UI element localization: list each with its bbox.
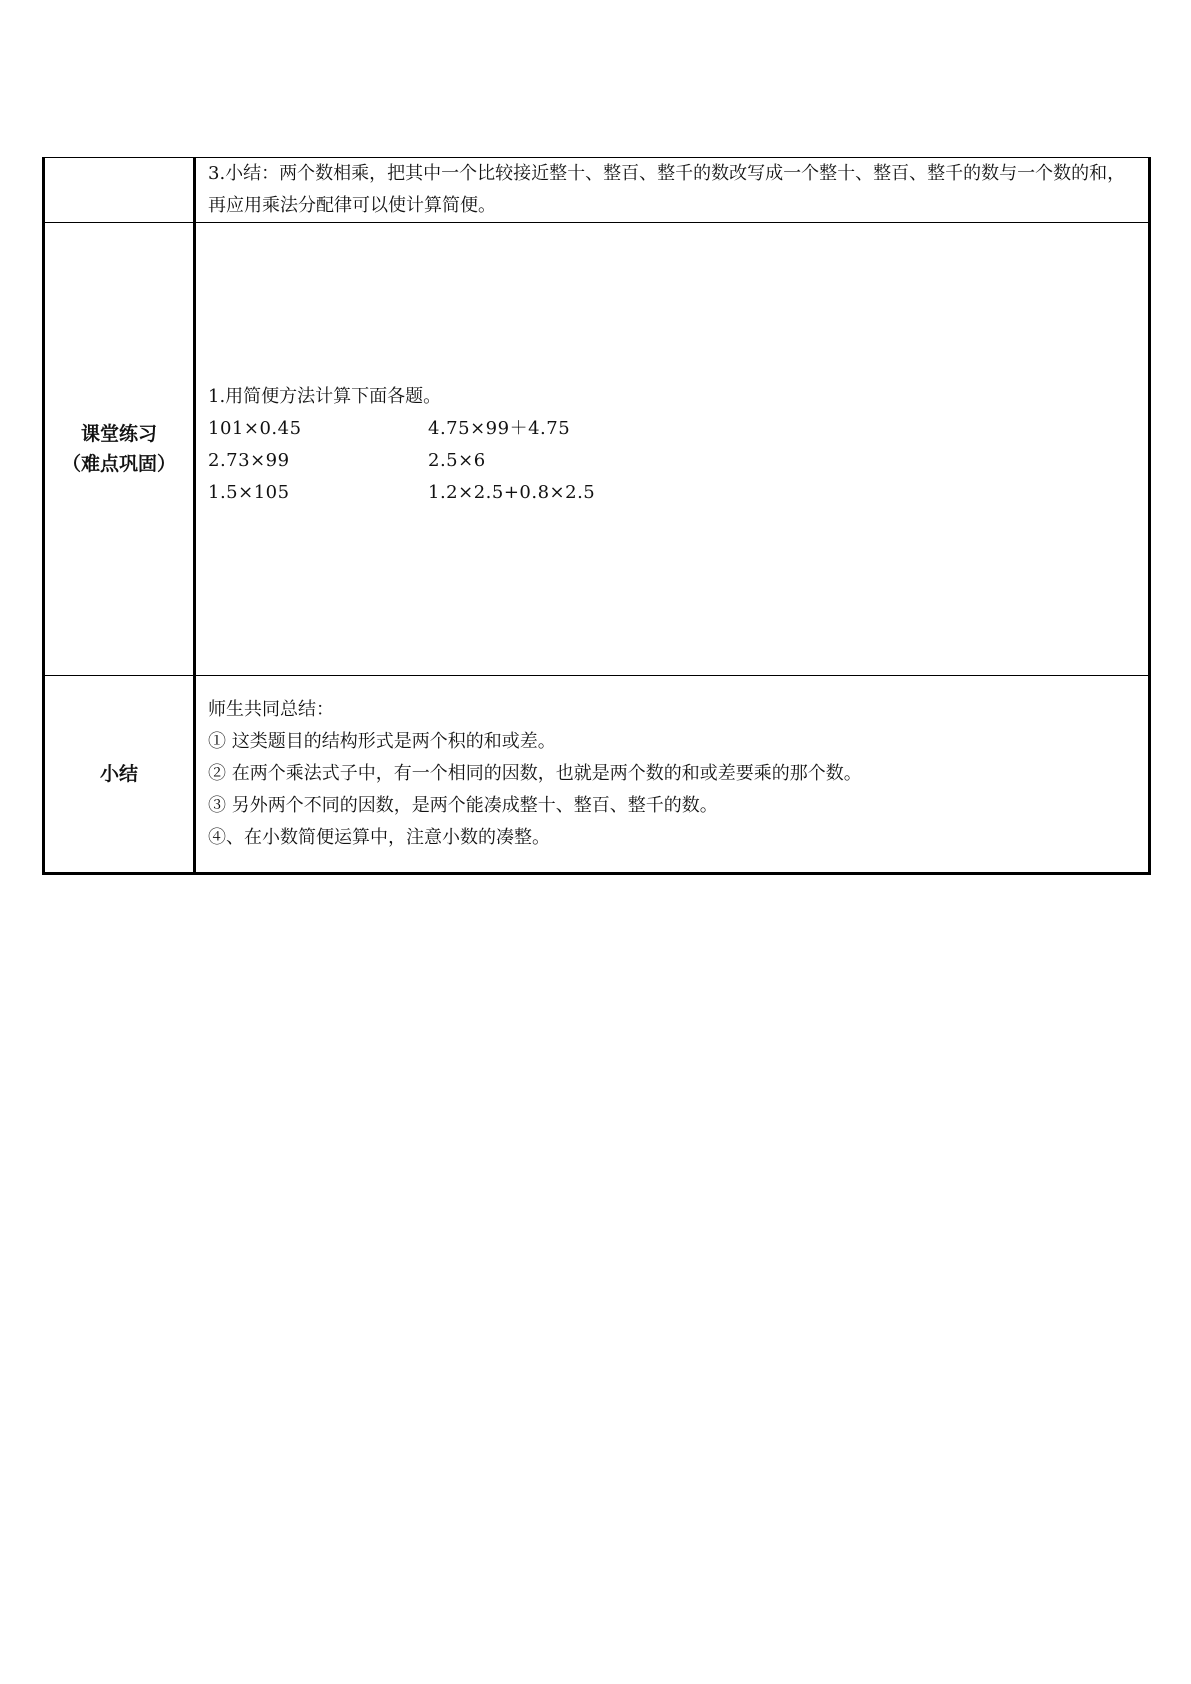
table-row-practice bbox=[44, 223, 1150, 676]
exercise-item: 2.5×6 bbox=[428, 450, 486, 471]
exercise-item: 101×0.45 bbox=[208, 418, 302, 439]
method-summary-cell bbox=[195, 158, 1150, 223]
exercise-row bbox=[208, 477, 1138, 509]
summary-line: 师生共同总结： bbox=[208, 699, 334, 720]
table-row-method-summary bbox=[44, 158, 1150, 223]
practice-cell bbox=[195, 223, 1150, 676]
summary-block bbox=[208, 684, 1138, 864]
practice-label-sub: （难点巩固） bbox=[61, 453, 176, 475]
practice-heading: 1.用简便方法计算下面各题。 bbox=[208, 386, 442, 407]
summary-line: ③ 另外两个不同的因数，是两个能凑成整十、整百、整千的数。 bbox=[208, 795, 718, 816]
exercise-item: 1.5×105 bbox=[208, 482, 290, 503]
method-summary-text: 3.小结：两个数相乘，把其中一个比较接近整十、整百、整千的数改写成一个整十、整百、整千的数与一个数的和，再应用乘法分配律可以使计算简便。 bbox=[208, 163, 1126, 216]
lesson-plan-table bbox=[42, 157, 1151, 875]
exercise-row bbox=[208, 413, 1138, 445]
summary-line: ② 在两个乘法式子中，有一个相同的因数，也就是两个数的和或差要乘的那个数。 bbox=[208, 763, 862, 784]
exercise-item: 1.2×2.5+0.8×2.5 bbox=[428, 482, 596, 503]
summary-line: ④、在小数简便运算中，注意小数的凑整。 bbox=[208, 827, 550, 848]
row-label-empty bbox=[44, 158, 195, 223]
exercise-item: 4.75×99＋4.75 bbox=[428, 418, 571, 439]
summary-line: ① 这类题目的结构形式是两个积的和或差。 bbox=[208, 731, 556, 752]
practice-label-main: 课堂练习 bbox=[80, 423, 157, 445]
exercise-row bbox=[208, 445, 1138, 477]
summary-cell bbox=[195, 676, 1150, 874]
exercise-item: 2.73×99 bbox=[208, 450, 290, 471]
practice-block bbox=[208, 381, 1138, 509]
table-row-summary bbox=[44, 676, 1150, 874]
row-label-summary: 小结 bbox=[44, 676, 195, 874]
row-label-practice bbox=[44, 223, 195, 676]
